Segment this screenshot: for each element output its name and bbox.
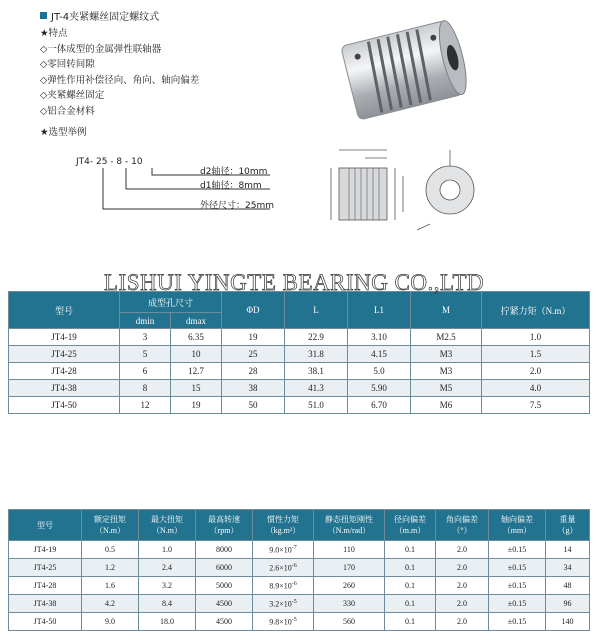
- table-row: [9, 346, 590, 363]
- cell: 51.0: [285, 397, 348, 414]
- header-label: 型号: [37, 520, 53, 530]
- cell: 38.1: [285, 363, 348, 380]
- cell: M3: [411, 346, 482, 363]
- cell: 96: [546, 595, 590, 613]
- cell: 5000: [196, 577, 253, 595]
- header-label: 重量: [559, 515, 576, 524]
- cell: JT4-19: [9, 329, 120, 346]
- cell: 19: [222, 329, 285, 346]
- cell: 5.90: [348, 380, 411, 397]
- cell: 12: [120, 397, 171, 414]
- cell: 14: [546, 541, 590, 559]
- features-heading: ★特点: [40, 28, 68, 39]
- col-bore-group: 成型孔尺寸: [120, 292, 222, 313]
- cell: 8000: [196, 541, 253, 559]
- header-unit: （N.m/rad）: [327, 526, 371, 535]
- header-unit: （g）: [557, 526, 578, 535]
- header-unit: （kg.m²）: [265, 526, 301, 535]
- cell: 15: [171, 380, 222, 397]
- header-label: 惯性力矩: [267, 515, 299, 524]
- header-unit: （N.m）: [152, 526, 182, 535]
- inertia-exponent: -6: [291, 580, 297, 587]
- model-code-leader-lines: [60, 155, 320, 225]
- cell: 6.35: [171, 329, 222, 346]
- inertia-base: 2.6×10: [269, 563, 292, 573]
- col-stiffness: [314, 510, 385, 541]
- cell: ±0.15: [489, 541, 546, 559]
- cell: ±0.15: [489, 595, 546, 613]
- d1-label: d1轴径：8mm: [200, 181, 262, 191]
- header-label: 最高转速: [208, 515, 240, 524]
- cell: 110: [314, 541, 385, 559]
- product-title-text: JT-4夹紧螺丝固定螺纹式: [51, 12, 160, 23]
- cell: 4.15: [348, 346, 411, 363]
- cell: 7.5: [482, 397, 590, 414]
- features-list: [40, 26, 199, 140]
- col-model: 型号: [9, 292, 120, 329]
- header-label: 角向偏差: [446, 515, 478, 524]
- cell: 2.0: [436, 577, 489, 595]
- col-dmin: dmin: [120, 313, 171, 329]
- cell: 1.2: [82, 559, 139, 577]
- cell: 5: [120, 346, 171, 363]
- company-watermark: LISHUI YINGTE BEARING CO.,LTD: [104, 270, 485, 295]
- cell: [253, 577, 314, 595]
- cell: 1.0: [482, 329, 590, 346]
- cell: 170: [314, 559, 385, 577]
- table-row: [9, 559, 590, 577]
- col-inertia: [253, 510, 314, 541]
- cell: 9.0: [82, 613, 139, 631]
- model-code: JT4- 25 - 8 - 10: [76, 157, 143, 167]
- inertia-exponent: -7: [291, 544, 297, 551]
- cell: 10: [171, 346, 222, 363]
- inertia-exponent: -5: [291, 616, 297, 623]
- table-row: [9, 380, 590, 397]
- inertia-exponent: -5: [291, 598, 297, 605]
- header-unit: （°）: [452, 526, 472, 535]
- cell: JT4-25: [9, 346, 120, 363]
- col-rated-torque: [82, 510, 139, 541]
- col-torque: 拧紧力矩（N.m）: [482, 292, 590, 329]
- cell: JT4-38: [9, 380, 120, 397]
- coupling-photo: [328, 4, 478, 134]
- cell: 2.0: [436, 541, 489, 559]
- table-row: [9, 541, 590, 559]
- cell: ±0.15: [489, 613, 546, 631]
- inertia-exponent: -6: [291, 562, 297, 569]
- cell: 0.1: [385, 559, 436, 577]
- col-max-speed: [196, 510, 253, 541]
- cell: 4.0: [482, 380, 590, 397]
- cell: 25: [222, 346, 285, 363]
- cell: M6: [411, 397, 482, 414]
- cell: JT4-28: [9, 363, 120, 380]
- cell: JT4-19: [9, 541, 82, 559]
- cell: 140: [546, 613, 590, 631]
- cell: 330: [314, 595, 385, 613]
- cell: 3: [120, 329, 171, 346]
- d2-label: d2轴径：10mm: [200, 167, 268, 177]
- cell: 48: [546, 577, 590, 595]
- cell: 34: [546, 559, 590, 577]
- cell: 28: [222, 363, 285, 380]
- table-row: [9, 577, 590, 595]
- cell: 0.5: [82, 541, 139, 559]
- cell: 38: [222, 380, 285, 397]
- cell: 2.0: [482, 363, 590, 380]
- cell: 1.6: [82, 577, 139, 595]
- header-label: 静态扭矩刚性: [325, 515, 373, 524]
- cell: 3.2: [139, 577, 196, 595]
- table-row: [9, 613, 590, 631]
- header-label: 轴向偏差: [501, 515, 533, 524]
- header-unit: （mm）: [502, 526, 532, 535]
- cell: ±0.15: [489, 559, 546, 577]
- feature-item: ◇一体成型的金属弹性联轴器: [40, 43, 162, 55]
- performance-table: [8, 509, 590, 631]
- cell: 4.2: [82, 595, 139, 613]
- cell: 22.9: [285, 329, 348, 346]
- cell: 560: [314, 613, 385, 631]
- cell: 0.1: [385, 613, 436, 631]
- cell: [253, 559, 314, 577]
- col-axial: [489, 510, 546, 541]
- cell: 0.1: [385, 577, 436, 595]
- feature-item: ◇夹紧螺丝固定: [40, 90, 105, 102]
- header-unit: （rpm）: [209, 526, 239, 535]
- cell: 2.0: [436, 559, 489, 577]
- dimensions-table: [8, 291, 590, 414]
- cell: 4500: [196, 595, 253, 613]
- cell: 8: [120, 380, 171, 397]
- cell: 8.4: [139, 595, 196, 613]
- cell: 18.0: [139, 613, 196, 631]
- table-row: [9, 595, 590, 613]
- cell: [253, 613, 314, 631]
- dimension-drawing: [325, 146, 535, 236]
- cell: 2.0: [436, 613, 489, 631]
- cell: 12.7: [171, 363, 222, 380]
- col-max-torque: [139, 510, 196, 541]
- col-dmax: dmax: [171, 313, 222, 329]
- header-unit: （m.m）: [394, 526, 426, 535]
- cell: 2.4: [139, 559, 196, 577]
- od-label: 外径尺寸：25mm: [200, 201, 274, 211]
- cell: 50: [222, 397, 285, 414]
- example-heading: ★选型举例: [40, 126, 87, 138]
- cell: 6.70: [348, 397, 411, 414]
- feature-item: ◇铝合金材料: [40, 105, 95, 117]
- cell: 4500: [196, 613, 253, 631]
- title-bullet-icon: [40, 12, 47, 19]
- cell: 260: [314, 577, 385, 595]
- inertia-base: 3.2×10: [269, 599, 292, 609]
- cell: JT4-25: [9, 559, 82, 577]
- header-label: 最大扭矩: [151, 515, 183, 524]
- inertia-base: 9.8×10: [269, 617, 292, 627]
- cell: M3: [411, 363, 482, 380]
- col-od: ΦD: [222, 292, 285, 329]
- cell: JT4-50: [9, 397, 120, 414]
- col-l1: L1: [348, 292, 411, 329]
- col-angular: [436, 510, 489, 541]
- product-title: [40, 8, 159, 23]
- table-row: [9, 329, 590, 346]
- cell: JT4-28: [9, 577, 82, 595]
- inertia-base: 9.0×10: [269, 545, 292, 555]
- cell: JT4-50: [9, 613, 82, 631]
- cell: 1.0: [139, 541, 196, 559]
- cell: 3.10: [348, 329, 411, 346]
- cell: 0.1: [385, 541, 436, 559]
- cell: 5.0: [348, 363, 411, 380]
- cell: 31.8: [285, 346, 348, 363]
- header-label: 径向偏差: [394, 515, 426, 524]
- col-model: [9, 510, 82, 541]
- cell: 6000: [196, 559, 253, 577]
- cell: M5: [411, 380, 482, 397]
- inertia-base: 8.9×10: [269, 581, 292, 591]
- table-row: [9, 363, 590, 380]
- header-label: 额定扭矩: [94, 515, 126, 524]
- cell: 19: [171, 397, 222, 414]
- cell: ±0.15: [489, 577, 546, 595]
- cell: 41.3: [285, 380, 348, 397]
- cell: 6: [120, 363, 171, 380]
- feature-item: ◇弹性作用补偿径向、角向、轴向偏差: [40, 74, 200, 86]
- table-row: [9, 397, 590, 414]
- feature-item: ◇零回转间隙: [40, 59, 95, 71]
- cell: 1.5: [482, 346, 590, 363]
- cell: JT4-38: [9, 595, 82, 613]
- header-unit: （N.m）: [95, 526, 125, 535]
- col-weight: [546, 510, 590, 541]
- col-radial: [385, 510, 436, 541]
- cell: 2.0: [436, 595, 489, 613]
- cell: [253, 541, 314, 559]
- col-l: L: [285, 292, 348, 329]
- cell: 0.1: [385, 595, 436, 613]
- col-m: M: [411, 292, 482, 329]
- cell: M2.5: [411, 329, 482, 346]
- cell: [253, 595, 314, 613]
